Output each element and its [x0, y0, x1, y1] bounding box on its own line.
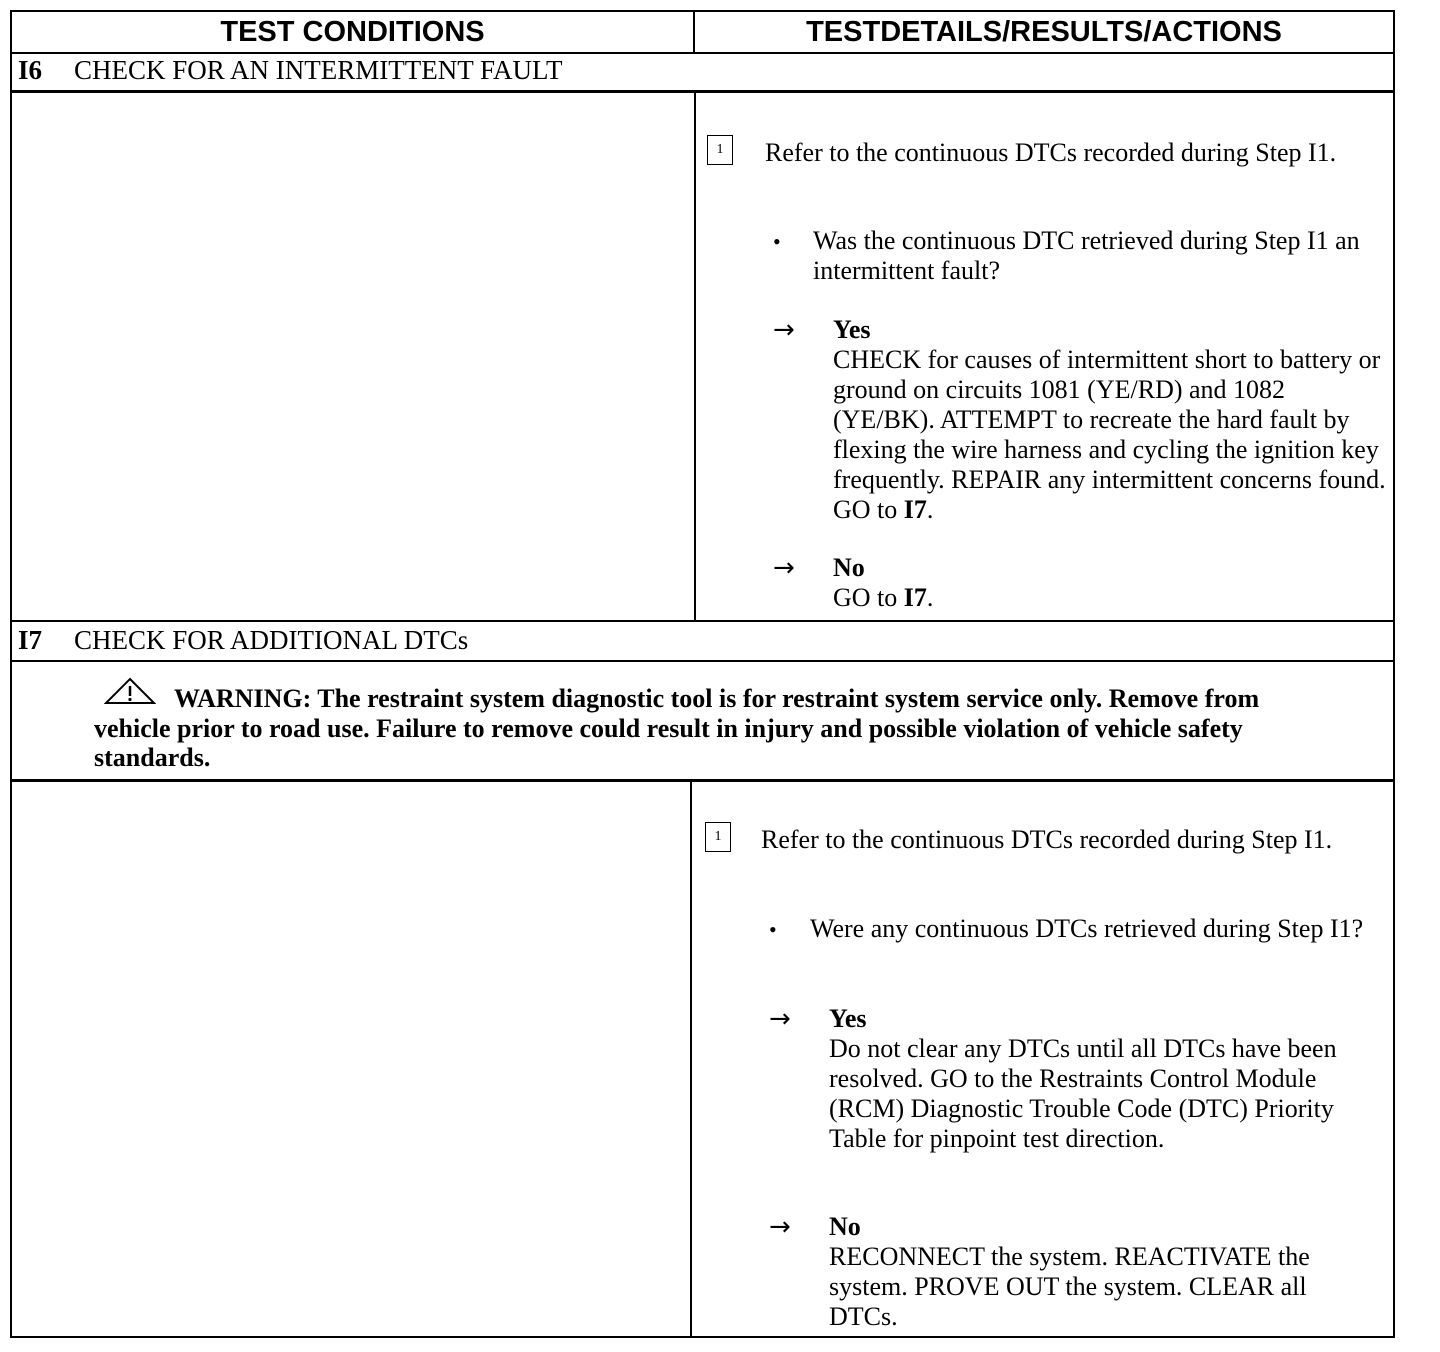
arrow-right-icon: →	[773, 315, 795, 345]
section-heading-i7	[18, 625, 468, 656]
arrow-right-icon: →	[769, 1212, 791, 1242]
yes-action-text: Do not clear any DTCs until all DTCs have been resolved. GO to the Restraints Control Module (RCM) Diagnostic Trouble Code (DTC) Priority Table for pinpoint test direction.	[829, 1034, 1337, 1153]
no-label: No	[833, 553, 865, 582]
instruction-text: Refer to the continuous DTCs recorded during Step I1.	[765, 138, 1337, 167]
step-number-box: 1	[705, 822, 731, 852]
question-text: Were any continuous DTCs retrieved during Step I1?	[810, 914, 1364, 943]
arrow-right-icon: →	[773, 553, 795, 583]
goto-step: I7	[903, 583, 927, 612]
rule	[10, 779, 1395, 782]
header-test-conditions: TEST CONDITIONS	[220, 15, 485, 48]
header-test-details: TESTDETAILS/RESULTS/ACTIONS	[806, 15, 1282, 48]
arrow-right-icon: →	[769, 1004, 791, 1034]
yes-label: Yes	[829, 1004, 867, 1033]
question-text: Was the continuous DTC retrieved during Step I1 an intermittent fault?	[813, 226, 1360, 285]
bullet: •	[769, 917, 777, 942]
yes-action-text: CHECK for causes of intermittent short to battery or ground on circuits 1081 (YE/RD) and 1082 (YE/BK). ATTEMPT to recreate the hard fault by flexing the wire harness and cycling the ignition key frequently. REPAIR any intermittent concerns found. GO to I7.	[833, 345, 1386, 524]
step-number-box: 1	[707, 135, 733, 165]
instruction-text: Refer to the continuous DTCs recorded during Step I1.	[761, 825, 1333, 854]
no-action-text: RECONNECT the system. REACTIVATE the system. PROVE OUT the system. CLEAR all DTCs.	[829, 1242, 1310, 1331]
rule	[10, 620, 1395, 622]
column-divider	[690, 781, 692, 1337]
yes-label: Yes	[833, 315, 871, 344]
section-title: CHECK FOR ADDITIONAL DTCs	[74, 625, 469, 655]
goto-step: I7	[903, 495, 927, 524]
step-number: I6	[18, 55, 43, 85]
rule	[10, 90, 1395, 93]
rule	[10, 52, 1395, 54]
section-title: CHECK FOR AN INTERMITTENT FAULT	[74, 55, 563, 85]
no-label: No	[829, 1212, 861, 1241]
section-heading-i6	[18, 55, 563, 86]
column-divider	[694, 92, 696, 621]
no-action-text: GO to I7.	[833, 583, 934, 612]
rule	[10, 660, 1395, 662]
step-number: I7	[18, 625, 43, 655]
warning-text: WARNING: The restraint system diagnostic tool is for restraint system service only. Remove from vehicle prior to road use. Failure to remove could result in injury and possible violation of vehicle safety standards.	[94, 684, 1260, 772]
bullet: •	[773, 229, 781, 254]
